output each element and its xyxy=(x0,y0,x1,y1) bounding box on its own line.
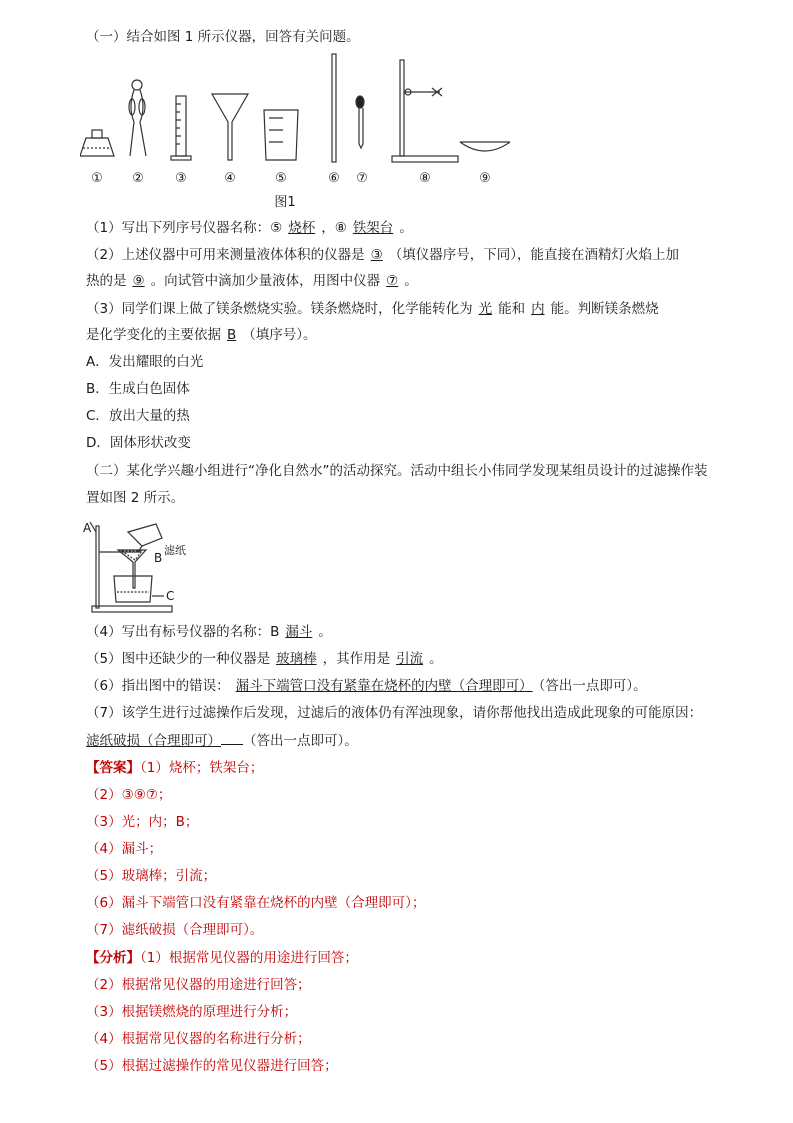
option-a: A．发出耀眼的白光 xyxy=(86,354,204,370)
answer-line-1: 【答案】（1）烧杯；铁架台； xyxy=(86,760,264,776)
label-c: C xyxy=(166,589,175,603)
answer-line-4: （4）漏斗； xyxy=(86,841,163,857)
figure1-label: ⑦ xyxy=(356,171,368,186)
beaker-icon xyxy=(264,110,298,160)
answer-tag: 【答案】 xyxy=(86,760,140,776)
figure2-filtration xyxy=(82,518,212,618)
analysis-line-1: 【分析】（1）根据常见仪器的用途进行回答； xyxy=(86,950,358,966)
question-2-line1: （2）上述仪器中可用来测量液体体积的仪器是 ③ （填仪器序号，下同），能直接在酒精灯火焰上加 xyxy=(86,247,679,263)
analysis-tag: 【分析】 xyxy=(86,950,140,966)
answer-line-6: （6）漏斗下端管口没有紧靠在烧杯的内壁（合理即可）； xyxy=(86,895,426,911)
stand-base xyxy=(92,606,172,612)
label-a: A xyxy=(83,521,92,535)
stand-rod xyxy=(96,526,99,608)
question-5: （5）图中还缺少的一种仪器是 玻璃棒 ，其作用是 引流 。 xyxy=(86,651,443,667)
question-7-line1: （7）该学生进行过滤操作后发现，过滤后的液体仍有浑浊现象，请你帮他找出造成此现象的可能原因： xyxy=(86,705,703,721)
option-c: C．放出大量的热 xyxy=(86,408,190,424)
part2-intro-line1: （二）某化学兴趣小组进行“净化自然水”的活动探究。活动中组长小伟同学发现某组员设计的过滤操作装 xyxy=(86,463,708,479)
evaporating-dish-icon xyxy=(460,142,510,151)
funnel-icon xyxy=(118,550,146,588)
answer-line-2: （2）③⑨⑦； xyxy=(86,787,172,803)
analysis-line-5: （5）根据过滤操作的常见仪器进行回答； xyxy=(86,1058,338,1074)
label-b: B xyxy=(154,551,163,565)
glass-rod-icon xyxy=(332,54,336,162)
figure1-label: ① xyxy=(91,171,103,186)
question-6: （6）指出图中的错误： 漏斗下端管口没有紧靠在烧杯的内壁（合理即可） （答出一点即可）。 xyxy=(86,678,647,694)
question-1: （1）写出下列序号仪器名称：⑤ 烧杯 ，⑧ 铁架台 。 xyxy=(86,220,413,236)
figure1-label: ② xyxy=(132,171,144,186)
figure1-label: ⑤ xyxy=(275,171,287,186)
figure1-instruments xyxy=(80,52,520,214)
crucible-tongs-icon xyxy=(129,80,146,156)
funnel-icon xyxy=(212,94,248,160)
iron-stand-icon xyxy=(392,60,458,162)
figure1-label: ⑥ xyxy=(328,171,340,186)
option-d: D．固体形状改变 xyxy=(86,435,191,451)
question-3-line2: 是化学变化的主要依据 B （填序号）。 xyxy=(86,327,317,343)
figure1-label: ④ xyxy=(224,171,236,186)
answer-line-5: （5）玻璃棒；引流； xyxy=(86,868,217,884)
pouring-beaker-icon xyxy=(128,524,162,546)
label-filter-paper: 滤纸 xyxy=(164,544,186,557)
analysis-line-2: （2）根据常见仪器的用途进行回答； xyxy=(86,977,311,993)
figure1-label: ⑨ xyxy=(479,171,491,186)
answer-line-3: （3）光；内；B； xyxy=(86,814,199,830)
part1-intro: （一）结合如图 1 所示仪器，回答有关问题。 xyxy=(86,29,360,45)
question-2-line2: 热的是 ⑨ 。向试管中滴加少量液体，用图中仪器 ⑦ 。 xyxy=(86,273,418,289)
graduated-cylinder-icon xyxy=(171,96,191,160)
answer-line-7: （7）滤纸破损（合理即可）。 xyxy=(86,922,264,938)
figure1-label: ⑧ xyxy=(419,171,431,186)
part2-intro-line2: 置如图 2 所示。 xyxy=(86,490,185,506)
figure1-label: ③ xyxy=(175,171,187,186)
question-3-line1: （3）同学们课上做了镁条燃烧实验。镁条燃烧时，化学能转化为 光 能和 内 能。判断镁条燃烧 xyxy=(86,301,659,317)
question-4: （4）写出有标号仪器的名称：B 漏斗 。 xyxy=(86,624,332,640)
question-7-line2: 滤纸破损（合理即可） （答出一点即可）。 xyxy=(86,730,358,751)
alcohol-lamp-icon xyxy=(80,130,114,156)
figure1-caption: 图1 xyxy=(274,195,296,210)
option-b: B．生成白色固体 xyxy=(86,381,190,397)
analysis-line-4: （4）根据常见仪器的名称进行分析； xyxy=(86,1031,311,1047)
dropper-icon xyxy=(356,96,364,148)
analysis-line-3: （3）根据镁燃烧的原理进行分析； xyxy=(86,1004,298,1020)
